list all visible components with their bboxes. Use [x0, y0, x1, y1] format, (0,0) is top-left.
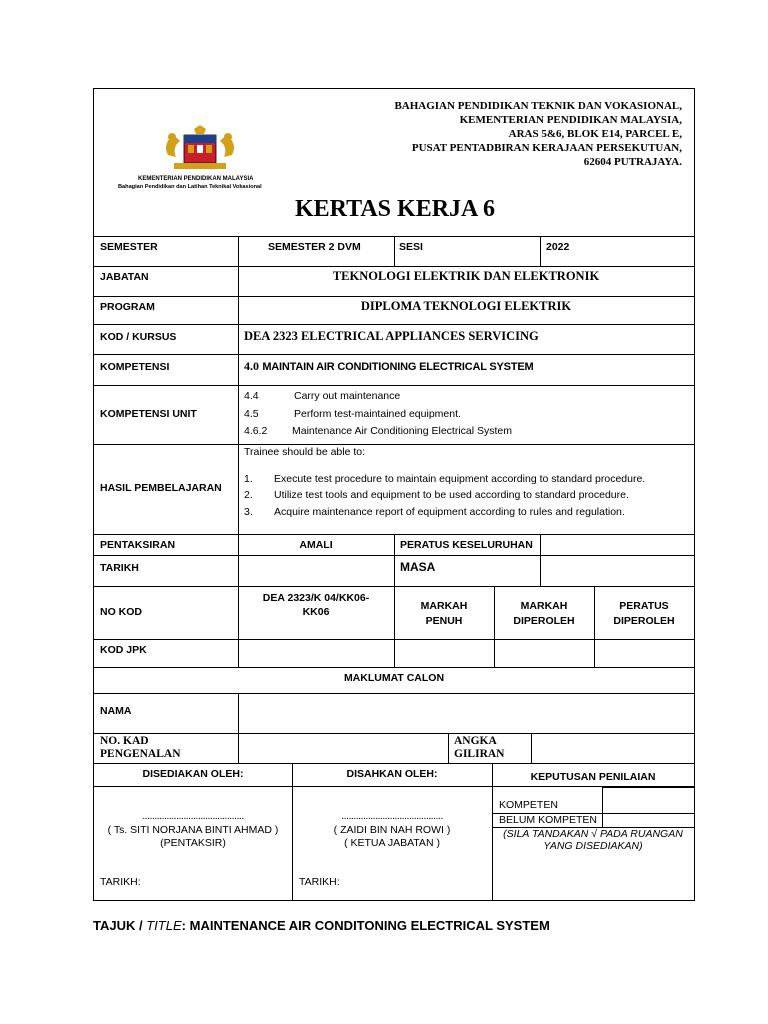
result-box-border: [602, 787, 603, 827]
ministry-logo: [116, 125, 286, 195]
divider: [94, 667, 694, 668]
unit-text: Perform test-maintained equipment.: [294, 408, 461, 420]
kod-kursus-label: KOD / KURSUS: [100, 331, 177, 343]
hasil-text: Utilize test tools and equipment to be used according to standard procedure.: [274, 489, 629, 501]
divider: [94, 444, 694, 445]
cell-border: [238, 693, 239, 763]
signature-line: ..........................................: [142, 810, 244, 822]
pentaksir-name: ( Ts. SITI NORJANA BINTI AHMAD ): [107, 824, 279, 836]
divider: [94, 763, 694, 764]
divider: [94, 324, 694, 325]
unit-text: Carry out maintenance: [294, 390, 401, 402]
sesi-value: 2022: [546, 241, 570, 253]
ketua-jabatan-role: ( KETUA JABATAN ): [344, 837, 440, 849]
jabatan-value: TEKNOLOGI ELEKTRIK DAN ELEKTRONIK: [332, 269, 600, 283]
signature-line: ..........................................: [341, 810, 443, 822]
divider: [94, 733, 694, 734]
peratus-diperoleh-header: PERATUS DIPEROLEH: [613, 600, 675, 627]
hasil-intro: Trainee should be able to:: [244, 446, 366, 458]
no-kad-pengenalan-label: NO. KAD PENGENALAN: [100, 735, 181, 760]
document-title-line: TAJUK / TITLE: MAINTENANCE AIR CONDITONING ELECTRICAL SYSTEM: [93, 918, 550, 933]
kompetensi-value: 4.0 MAINTAIN AIR CONDITIONING ELECTRICAL SYSTEM: [244, 359, 534, 373]
keputusan-penilaian-label: KEPUTUSAN PENILAIAN: [530, 771, 656, 783]
semester-label: SEMESTER: [100, 241, 158, 253]
hasil-text: Execute test procedure to maintain equipment according to standard procedure.: [274, 473, 646, 485]
org-line: ARAS 5&6, BLOK E14, PARCEL E,: [508, 128, 682, 140]
program-value: DIPLOMA TEKNOLOGI ELEKTRIK: [360, 299, 572, 313]
org-address: [394, 99, 682, 169]
pentaksiran-value: AMALI: [299, 539, 333, 551]
worksheet-form: [93, 88, 695, 901]
divider: [94, 693, 694, 694]
org-line: PUSAT PENTADBIRAN KERAJAAN PERSEKUTUAN,: [411, 142, 682, 154]
page-title: KERTAS KERJA 6: [294, 196, 496, 222]
no-kod-label: NO KOD: [100, 606, 142, 618]
divider: [94, 354, 694, 355]
logo-line1: KEMENTERIAN PENDIDIKAN MALAYSIA: [138, 176, 254, 182]
cell-border: [540, 534, 541, 586]
hasil-pembelajaran-label: HASIL PEMBELAJARAN: [100, 482, 222, 494]
kompetensi-unit-label: KOMPETENSI UNIT: [100, 408, 197, 420]
cell-border: [531, 733, 532, 763]
pentaksir-role: (PENTAKSIR): [160, 837, 226, 849]
instruction-note: YANG DISEDIAKAN): [543, 840, 643, 852]
hasil-num: 3.: [244, 506, 253, 518]
instruction-note: (SILA TANDAKAN √ PADA RUANGAN: [503, 828, 683, 840]
unit-num: 4.4: [244, 390, 259, 402]
angka-giliran-label: ANGKA GILIRAN: [454, 735, 505, 760]
hasil-text: Acquire maintenance report of equipment according to rules and regulation.: [274, 506, 625, 518]
logo-line2: Bahagian Pendidikan dan Latihan Teknikal Vokasional: [118, 184, 262, 190]
disahkan-oleh-label: DISAHKAN OLEH:: [346, 768, 438, 780]
org-line: 62604 PUTRAJAYA.: [583, 156, 682, 168]
result-box-border: [602, 787, 694, 788]
divider: [94, 266, 694, 267]
masa-label: MASA: [400, 560, 436, 574]
crest-icon: [160, 125, 240, 173]
semester-value: SEMESTER 2 DVM: [268, 241, 361, 253]
hasil-num: 2.: [244, 489, 253, 501]
pentaksiran-label: PENTAKSIRAN: [100, 539, 176, 551]
tarikh-label: TARIKH: [100, 562, 139, 574]
ketua-jabatan-name: ( ZAIDI BIN NAH ROWI ): [333, 824, 451, 836]
org-line: BAHAGIAN PENDIDIKAN TEKNIK DAN VOKASIONAL,: [394, 100, 682, 112]
markah-diperoleh-header: MARKAH DIPEROLEH: [513, 600, 575, 627]
unit-num: 4.5: [244, 408, 259, 420]
kod-kursus-value: DEA 2323 ELECTRICAL APPLIANCES SERVICING: [244, 329, 539, 343]
kompeten-option: KOMPETEN: [499, 799, 558, 811]
jabatan-label: JABATAN: [100, 271, 149, 283]
tarikh-label: TARIKH:: [299, 876, 340, 888]
no-kod-value: DEA 2323/K 04/KK06- KK06: [262, 592, 370, 618]
belum-kompeten-option: BELUM KOMPETEN: [499, 814, 598, 826]
program-label: PROGRAM: [100, 301, 155, 313]
sesi-label: SESI: [399, 241, 423, 253]
disediakan-oleh-label: DISEDIAKAN OLEH:: [142, 768, 244, 780]
cell-border: [238, 236, 239, 266]
tarikh-label: TARIKH:: [100, 876, 141, 888]
kod-jpk-label: KOD JPK: [100, 644, 147, 656]
cell-border: [448, 733, 449, 763]
unit-text: Maintenance Air Conditioning Electrical System: [292, 425, 513, 437]
peratus-keseluruhan-label: PERATUS KESELURUHAN: [400, 539, 533, 551]
markah-penuh-header: MARKAH PENUH: [420, 600, 468, 627]
cell-border: [238, 266, 239, 635]
maklumat-calon-heading: MAKLUMAT CALON: [343, 672, 445, 684]
cell-border: [540, 236, 541, 266]
unit-num: 4.6.2: [244, 425, 268, 437]
org-line: KEMENTERIAN PENDIDIKAN MALAYSIA,: [459, 114, 682, 126]
divider: [94, 296, 694, 297]
divider: [94, 385, 694, 386]
cell-border: [394, 534, 395, 586]
kompetensi-label: KOMPETENSI: [100, 361, 170, 373]
nama-label: NAMA: [100, 705, 132, 717]
hasil-num: 1.: [244, 473, 253, 485]
cell-border: [394, 236, 395, 266]
